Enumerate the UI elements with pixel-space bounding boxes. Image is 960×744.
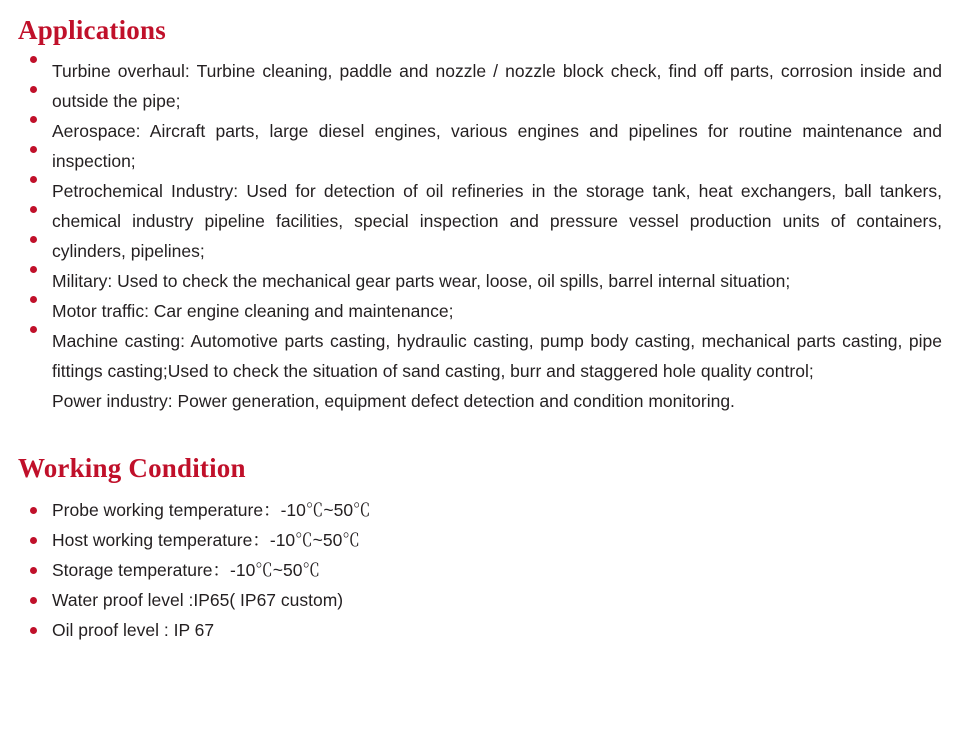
application-item: Petrochemical Industry: Used for detection of oil refineries in the storage tank, heat exchangers, ball tankers, chemical industry pipeline facilities, special inspection and pressure vessel production units of containers, cylinders, pipelines; <box>52 180 942 261</box>
application-item: Machine casting: Automotive parts casting, hydraulic casting, pump body casting, mechanical parts casting, pipe fittings casting;Used to check the situation of sand casting, burr and staggered hole quality control; <box>52 330 942 381</box>
working-condition-item-label: Oil proof level : IP 67 <box>52 620 215 641</box>
working-condition-item-label: Storage temperature：-10℃~50℃ <box>52 560 320 581</box>
bullet-icon <box>30 236 37 243</box>
list-item <box>18 555 942 585</box>
working-condition-heading: Working Condition <box>18 452 246 483</box>
list-item <box>18 615 942 645</box>
list-item <box>18 495 942 525</box>
applications-heading: Applications <box>18 15 166 45</box>
bullet-icon <box>30 296 37 303</box>
bullet-icon <box>30 567 37 574</box>
working-condition-item-label: Probe working temperature：-10℃~50℃ <box>52 500 371 521</box>
list-item <box>18 585 942 615</box>
bullet-icon <box>30 56 37 63</box>
application-item: Motor traffic: Car engine cleaning and maintenance; <box>52 300 454 321</box>
bullet-icon <box>30 266 37 273</box>
bullet-icon <box>30 146 37 153</box>
bullet-icon <box>30 326 37 333</box>
bullet-icon <box>30 627 37 634</box>
bullet-icon <box>30 597 37 604</box>
bullet-icon <box>30 116 37 123</box>
applications-text-column <box>18 56 942 416</box>
applications-bullet-column <box>30 56 40 356</box>
applications-section <box>18 56 942 416</box>
working-condition-list <box>18 495 942 645</box>
bullet-icon <box>30 86 37 93</box>
application-item: Aerospace: Aircraft parts, large diesel engines, various engines and pipelines for routine maintenance and inspection; <box>52 120 942 171</box>
working-condition-item-label: Water proof level :IP65( IP67 custom) <box>52 590 344 611</box>
working-condition-item-label: Host working temperature：-10℃~50℃ <box>52 530 360 551</box>
application-item: Military: Used to check the mechanical gear parts wear, loose, oil spills, barrel internal situation; <box>52 270 791 291</box>
application-item: Power industry: Power generation, equipment defect detection and condition monitoring. <box>52 390 735 411</box>
bullet-icon <box>30 507 37 514</box>
bullet-icon <box>30 537 37 544</box>
application-item: Turbine overhaul: Turbine cleaning, paddle and nozzle / nozzle block check, find off parts, corrosion inside and outside the pipe; <box>52 60 942 111</box>
bullet-icon <box>30 206 37 213</box>
list-item <box>18 525 942 555</box>
bullet-icon <box>30 176 37 183</box>
